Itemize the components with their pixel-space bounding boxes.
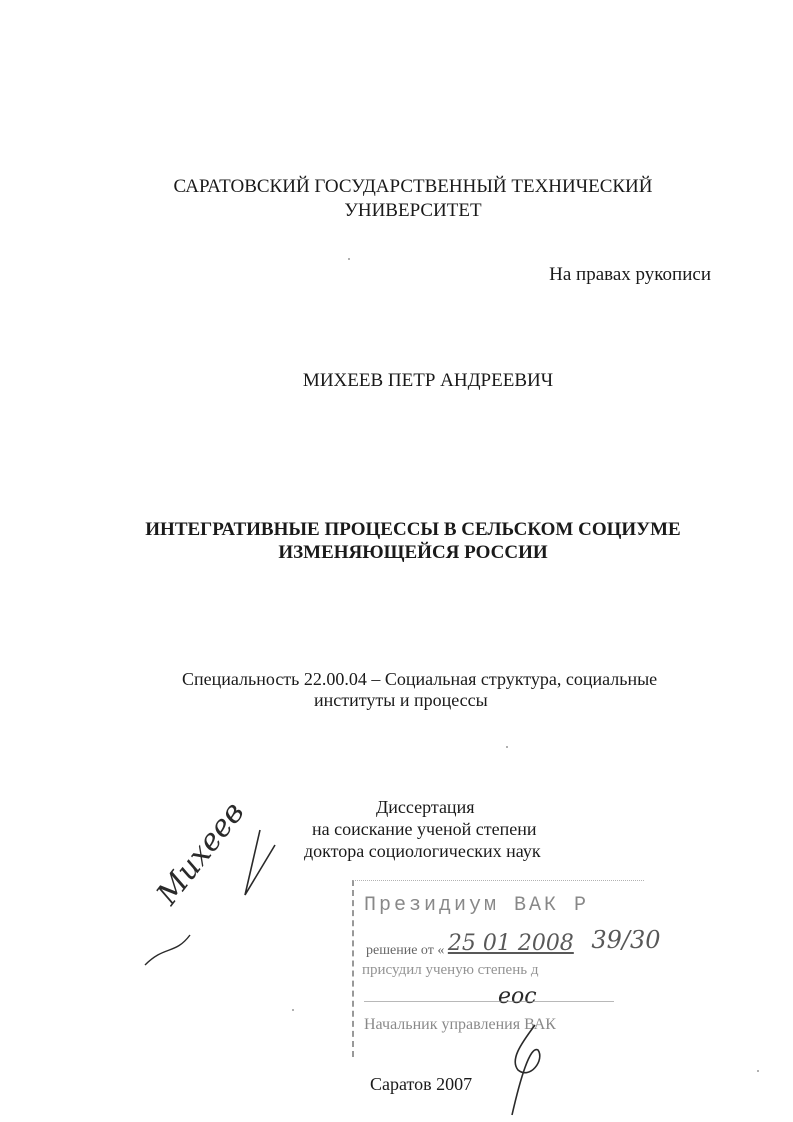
degree-line: на соискание ученой степени (312, 819, 537, 839)
stamp-decision (366, 926, 661, 960)
stamp-decision-number: 39/30 (591, 926, 661, 954)
stamp-awarded-handwritten: еос (498, 984, 537, 1009)
stamp-awarded: присудил ученую степень д (362, 962, 539, 978)
institution-line-2: УНИВЕРСИТЕТ (344, 200, 482, 221)
stamp-decision-date: 25 01 2008 (447, 931, 574, 956)
specialty-line-1: Специальность 22.00.04 – Социальная структура, социальные (182, 669, 658, 689)
manuscript-rights: На правах рукописи (549, 264, 711, 285)
specialty-line-2: институты и процессы (314, 690, 488, 710)
place-and-year: Саратов 2007 (370, 1074, 473, 1094)
stamp-signature-scribble (490, 1020, 570, 1120)
stamp-chief: Начальник управления ВАК (364, 1016, 556, 1033)
institution-line-1: САРАТОВСКИЙ ГОСУДАРСТВЕННЫЙ ТЕХНИЧЕСКИЙ (173, 176, 653, 197)
stamp-decision-label: решение от « (366, 943, 445, 958)
author-signature: Михеев (150, 795, 252, 912)
dissertation-title-line-2: ИЗМЕНЯЮЩЕЙСЯ РОССИИ (278, 542, 548, 563)
degree-field-line: доктора социологических наук (304, 841, 541, 861)
author-name: МИХЕЕВ ПЕТР АНДРЕЕВИЧ (302, 370, 554, 391)
signature-flourish (135, 825, 285, 975)
stamp-title: Президиум ВАК Р (364, 894, 590, 917)
dissertation-title-line-1: ИНТЕГРАТИВНЫЕ ПРОЦЕССЫ В СЕЛЬСКОМ СОЦИУМЕ (145, 519, 681, 540)
dissertation-label: Диссертация (376, 797, 475, 817)
